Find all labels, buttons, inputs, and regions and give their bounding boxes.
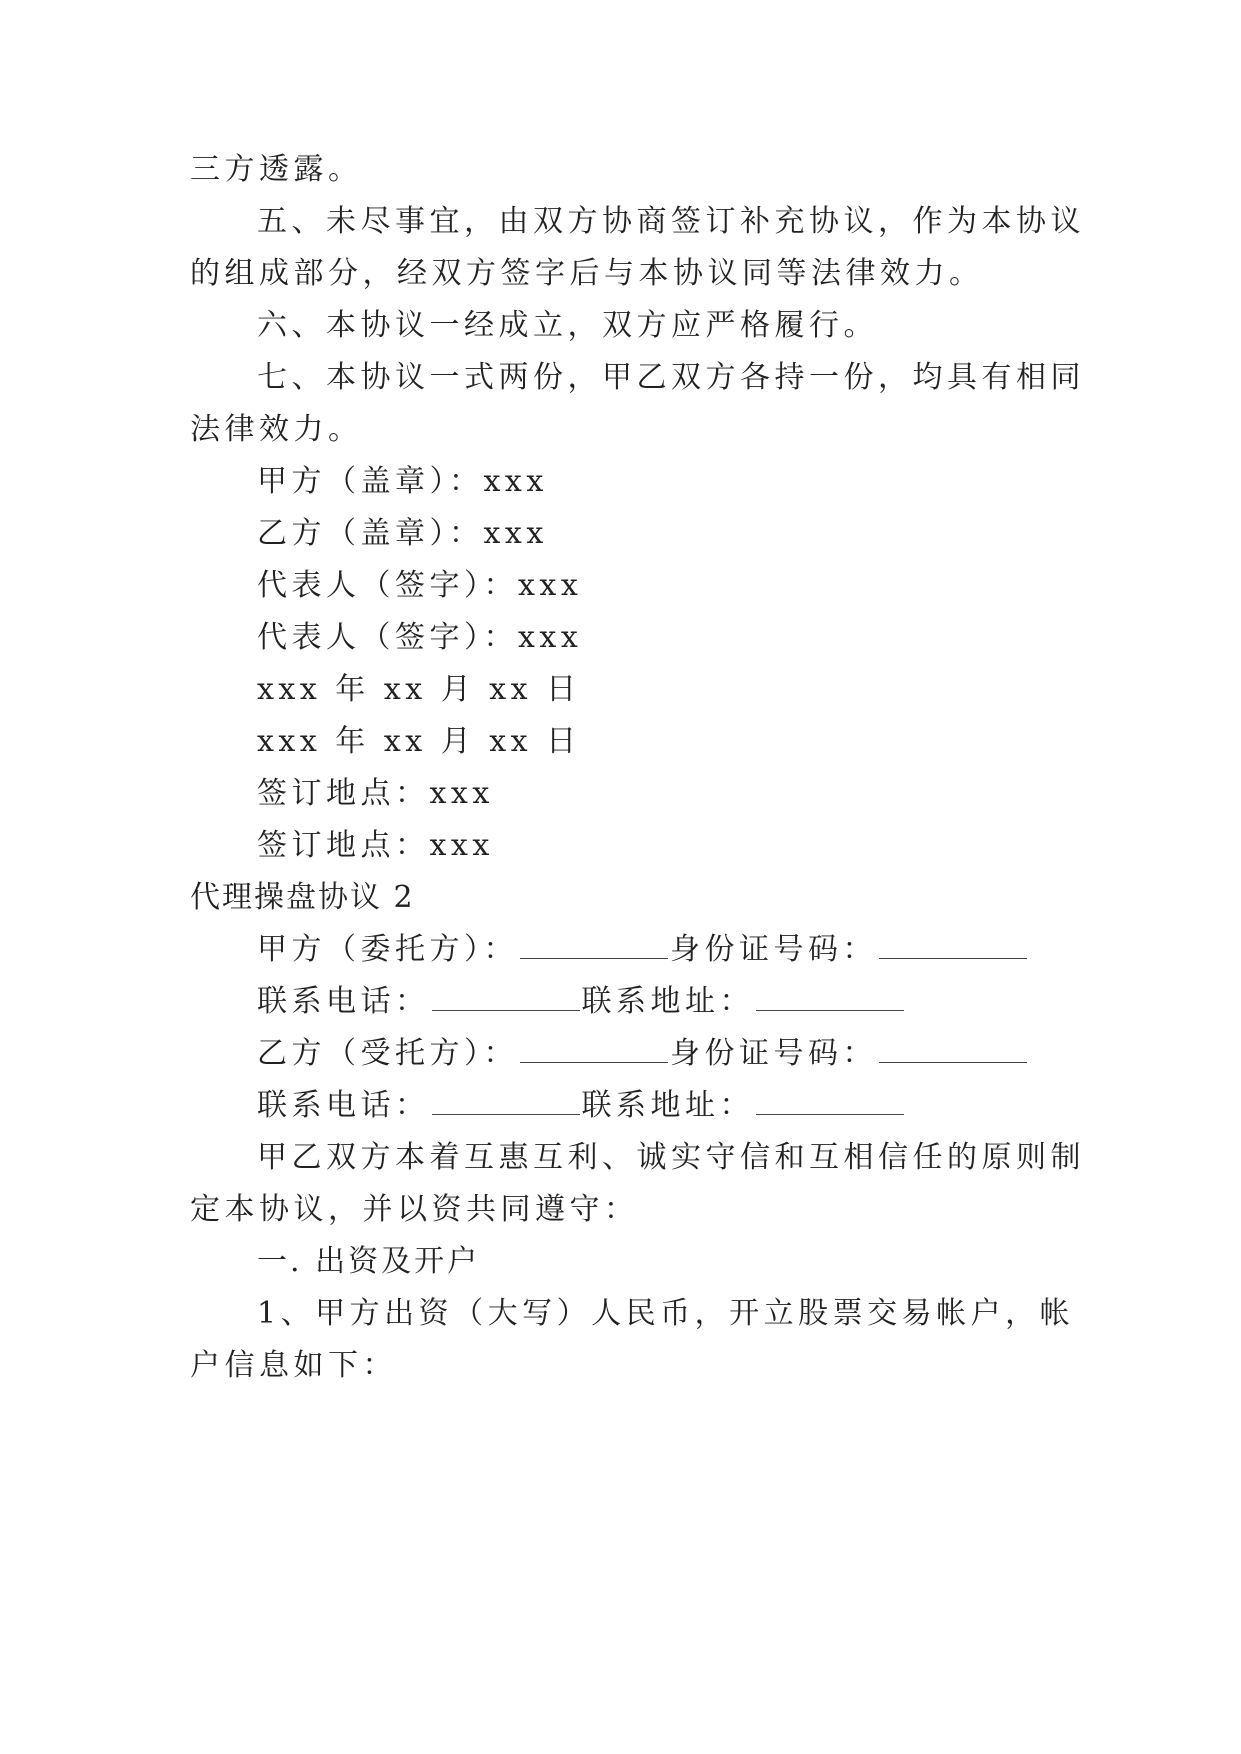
subsection-heading: 一. 出资及开户: [257, 1244, 481, 1279]
blank-field: [879, 931, 1027, 959]
signing-place-line: 签订地点：xxx: [257, 776, 494, 811]
paragraph-line: 七、本协议一式两份，甲乙双方各持一份，均具有相同: [257, 360, 1085, 395]
party-b-contact-line: [257, 1086, 906, 1126]
signing-place-line: 签订地点：xxx: [257, 828, 494, 863]
field-label: 联系电话：: [257, 984, 430, 1019]
field-label: 乙方（受托方）：: [257, 1036, 518, 1071]
party-a-info-line: [257, 930, 1029, 970]
party-a-contact-line: [257, 982, 906, 1022]
paragraph-line: 的组成部分，经双方签字后与本协议同等法律效力。: [190, 256, 984, 291]
date-line: xxx 年 xx 月 xx 日: [257, 672, 581, 707]
blank-field: [520, 931, 668, 959]
paragraph-line: 法律效力。: [190, 412, 363, 447]
section-title: 代理操盘协议 2: [190, 880, 415, 915]
blank-field: [756, 983, 904, 1011]
field-label: 甲方（委托方）：: [257, 932, 518, 967]
paragraph-line: 定本协议，并以资共同遵守：: [190, 1192, 639, 1227]
paragraph-line: 甲乙双方本着互惠互利、诚实守信和互相信任的原则制: [257, 1140, 1085, 1175]
blank-field: [879, 1035, 1027, 1063]
field-label: 身份证号码：: [670, 1036, 877, 1071]
blank-field: [756, 1087, 904, 1115]
blank-field: [520, 1035, 668, 1063]
party-b-seal-line: 乙方（盖章）：xxx: [257, 516, 548, 551]
paragraph-line: 六、本协议一经成立，双方应严格履行。: [257, 308, 878, 343]
field-label: 联系电话：: [257, 1088, 430, 1123]
representative-signature-line: 代表人（签字）：xxx: [257, 620, 583, 655]
blank-field: [432, 983, 580, 1011]
party-a-seal-line: 甲方（盖章）：xxx: [257, 464, 548, 499]
paragraph-line: 户信息如下：: [190, 1348, 397, 1383]
paragraph-line: 三方透露。: [190, 152, 363, 187]
date-line: xxx 年 xx 月 xx 日: [257, 724, 581, 759]
paragraph-line: 1、甲方出资（大写）人民币，开立股票交易帐户，帐: [257, 1296, 1075, 1331]
field-label: 联系地址：: [581, 1088, 754, 1123]
representative-signature-line: 代表人（签字）：xxx: [257, 568, 583, 603]
field-label: 身份证号码：: [670, 932, 877, 967]
field-label: 联系地址：: [581, 984, 754, 1019]
party-b-info-line: [257, 1034, 1029, 1074]
blank-field: [432, 1087, 580, 1115]
paragraph-line: 五、未尽事宜，由双方协商签订补充协议，作为本协议: [257, 204, 1085, 239]
